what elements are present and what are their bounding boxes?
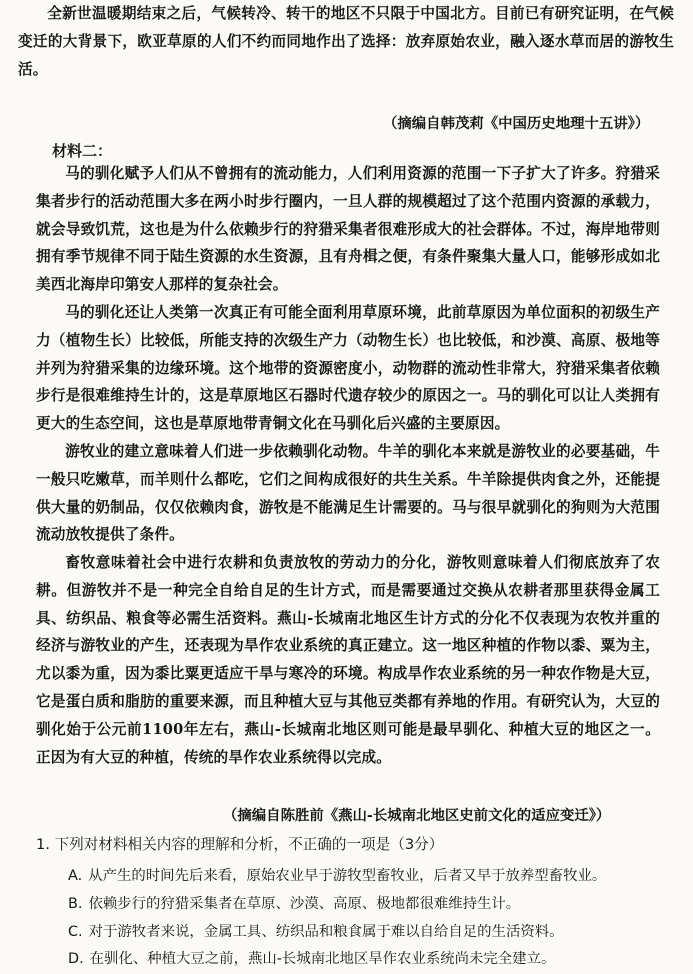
option-a-text: 从产生的时间先后来看，原始农业早于游牧型畜牧业，后者又早于放养型畜牧业。 <box>88 868 607 884</box>
intro-paragraph: 全新世温暖期结束之后，气候转冷、转干的地区不只限于中国北方。目前已有研究证明，在气候变迁的大背景下，欧亚草原的人们不约而同地作出了选择：放弃原始农业，融入逐水草而居的游牧生活。 <box>18 5 674 78</box>
material-two-paragraph-3: 游牧业的建立意味着人们进一步依赖驯化动物。牛羊的驯化本来就是游牧业的必要基础，牛一般只吃嫩草，而羊则什么都吃，它们之间构成很好的共生关系。牛羊除提供肉食之外，还能提供大量的奶制品，仅仅依赖肉食，游牧是不能满足生计需要的。马与很早就驯化的狗则为大范围流动放牧提供了条件。 <box>36 443 660 544</box>
material-two-source: （摘编自陈胜前《燕山-长城南北地区史前文化的适应变迁》） <box>223 807 611 824</box>
intro-source: （摘编自韩茂莉《中国历史地理十五讲》） <box>383 115 650 132</box>
option-c-text: 对于游牧者来说，金属工具、纺织品和粮食属于难以自给自足的生活资料。 <box>88 924 564 940</box>
option-d-letter: D. <box>68 951 84 967</box>
question-title: 1. 下列对材料相关内容的理解和分析，不正确的一项是（3分） <box>36 836 444 853</box>
option-b-letter: B. <box>68 896 83 912</box>
option-d-text: 在驯化、种植大豆之前，燕山-长城南北地区旱作农业系统尚未完全建立。 <box>89 951 556 967</box>
option-b[interactable] <box>68 892 520 913</box>
option-a-letter: A. <box>68 868 83 884</box>
option-d[interactable] <box>68 947 555 968</box>
material-two-paragraph-1: 马的驯化赋予人们从不曾拥有的流动能力，人们利用资源的范围一下子扩大了许多。狩猎采集者步行的活动范围大多在两小时步行圈内，一旦人群的规模超过了这个范围内资源的承载力，就会导致饥荒，这也是为什么依赖步行的狩猎采集者很难形成大的社会群体。不过，海岸地带则拥有季节规律不同于陆生资源的水生资源，且有舟楫之便，有条件聚集大量人口，能够形成如北美西北海岸印第安人那样的复杂社会。 <box>36 165 660 294</box>
material-two-paragraph-2: 马的驯化还让人类第一次真正有可能全面利用草原环境，此前草原因为单位面积的初级生产力（植物生长）比较低，所能支持的次级生产力（动物生长）也比较低，和沙漠、高原、极地等并列为狩猎采集的边缘环境。这个地带的资源密度小，动物群的流动性非常大，狩猎采集者依赖步行是很难维持生计的，这是草原地区石器时代遗存较少的原因之一。马的驯化可以让人类拥有更大的生态空间，这也是草原地带青铜文化在马驯化后兴盛的主要原因。 <box>36 304 660 433</box>
option-c[interactable] <box>68 920 564 941</box>
material-two-paragraph-4: 畜牧意味着社会中进行农耕和负责放牧的劳动力的分化，游牧则意味着人们彻底放弃了农耕。但游牧并不是一种完全自给自足的生计方式，而是需要通过交换从农耕者那里获得金属工具、纺织品、粮食等必需生活资料。燕山-长城南北地区生计方式的分化不仅表现为农牧并重的经济与游牧业的产生，还表现为旱作农业系统的真正建立。这一地区种植的作物以黍、粟为主，尤以黍为重，因为黍比粟更适应干旱与寒冷的环境。构成旱作农业系统的另一种农作物是大豆，它是蛋白质和脂肪的重要来源，而且种植大豆与其他豆类都有养地的作用。有研究认为，大豆的驯化始于公元前1100年左右，燕山-长城南北地区则可能是最早驯化、种植大豆的地区之一。正因为有大豆的种植，传统的旱作农业系统得以完成。 <box>36 554 660 766</box>
option-c-letter: C. <box>68 924 83 940</box>
material-two-heading: 材料二： <box>52 142 113 160</box>
option-a[interactable] <box>68 864 606 885</box>
option-b-text: 依赖步行的狩猎采集者在草原、沙漠、高原、极地都很难维持生计。 <box>88 896 521 912</box>
